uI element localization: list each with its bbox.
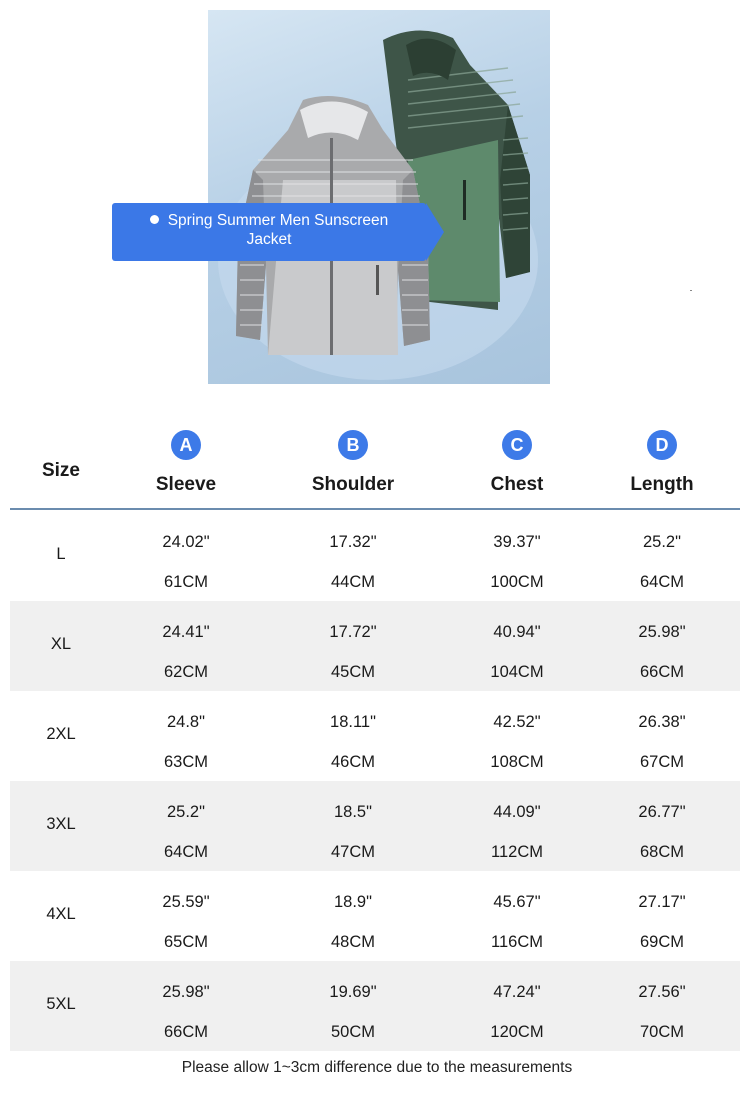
size-table-header bbox=[10, 420, 740, 510]
letter-badge-b: B bbox=[338, 430, 368, 460]
shoulder-cm: 48CM bbox=[330, 933, 375, 951]
table-row bbox=[10, 961, 740, 1051]
chest-inches: 45.67" bbox=[493, 893, 541, 911]
chest-inches: 40.94" bbox=[493, 623, 541, 641]
column-header-shoulder bbox=[278, 430, 428, 496]
sleeve-cm: 62CM bbox=[163, 663, 208, 681]
size-cell: 3XL bbox=[46, 815, 76, 833]
sleeve-cm: 65CM bbox=[163, 933, 208, 951]
header-divider bbox=[10, 508, 740, 510]
product-name: Spring Summer Men Sunscreen Jacket bbox=[167, 212, 389, 248]
shoulder-cm: 47CM bbox=[330, 843, 375, 861]
sleeve-inches: 25.2" bbox=[167, 803, 205, 821]
size-column-header: Size bbox=[41, 460, 81, 481]
size-cell: L bbox=[56, 545, 66, 563]
shoulder-cm: 46CM bbox=[330, 753, 375, 771]
letter-badge-a: A bbox=[171, 430, 201, 460]
column-label-length: Length bbox=[630, 474, 694, 495]
length-inches: 27.17" bbox=[638, 893, 686, 911]
bullet-dot-icon bbox=[150, 215, 159, 224]
chest-cm: 104CM bbox=[490, 663, 544, 681]
length-inches: 26.38" bbox=[638, 713, 686, 731]
product-name-tag bbox=[112, 203, 426, 261]
length-inches: 26.77" bbox=[638, 803, 686, 821]
chest-inches: 47.24" bbox=[493, 983, 541, 1001]
measurement-note: Please allow 1~3cm difference due to the measurements bbox=[181, 1059, 573, 1076]
chest-cm: 100CM bbox=[490, 573, 544, 591]
length-cm: 68CM bbox=[639, 843, 684, 861]
shoulder-inches: 17.32" bbox=[329, 533, 377, 551]
chest-inches: 44.09" bbox=[493, 803, 541, 821]
sleeve-inches: 25.59" bbox=[162, 893, 210, 911]
column-label-chest: Chest bbox=[490, 474, 544, 495]
shoulder-inches: 17.72" bbox=[329, 623, 377, 641]
shoulder-cm: 44CM bbox=[330, 573, 375, 591]
length-cm: 70CM bbox=[639, 1023, 684, 1041]
length-inches: 25.98" bbox=[638, 623, 686, 641]
length-cm: 64CM bbox=[639, 573, 684, 591]
table-row bbox=[10, 871, 740, 961]
size-cell: XL bbox=[50, 635, 72, 653]
table-row bbox=[10, 511, 740, 601]
shoulder-cm: 45CM bbox=[330, 663, 375, 681]
sleeve-inches: 25.98" bbox=[162, 983, 210, 1001]
shoulder-inches: 18.9" bbox=[334, 893, 372, 911]
size-cell: 2XL bbox=[46, 725, 76, 743]
column-header-chest bbox=[442, 430, 592, 496]
sleeve-cm: 66CM bbox=[163, 1023, 208, 1041]
size-cell: 4XL bbox=[46, 905, 76, 923]
shoulder-inches: 18.5" bbox=[334, 803, 372, 821]
size-table-body bbox=[10, 511, 740, 1051]
column-label-sleeve: Sleeve bbox=[155, 474, 217, 495]
chest-cm: 108CM bbox=[490, 753, 544, 771]
sleeve-cm: 61CM bbox=[163, 573, 208, 591]
product-photo bbox=[208, 10, 550, 384]
chest-cm: 120CM bbox=[490, 1023, 544, 1041]
sleeve-cm: 64CM bbox=[163, 843, 208, 861]
size-cell: 5XL bbox=[46, 995, 76, 1013]
sleeve-inches: 24.02" bbox=[162, 533, 210, 551]
chest-cm: 116CM bbox=[491, 933, 543, 951]
sleeve-inches: 24.8" bbox=[167, 713, 205, 731]
length-cm: 69CM bbox=[639, 933, 684, 951]
shoulder-inches: 18.11" bbox=[330, 713, 376, 731]
sleeve-cm: 63CM bbox=[163, 753, 208, 771]
shoulder-cm: 50CM bbox=[330, 1023, 375, 1041]
table-row bbox=[10, 601, 740, 691]
column-header-length bbox=[587, 430, 737, 496]
shoulder-inches: 19.69" bbox=[329, 983, 377, 1001]
length-inches: 25.2" bbox=[643, 533, 681, 551]
chest-cm: 112CM bbox=[491, 843, 543, 861]
decorative-dot bbox=[690, 290, 692, 291]
length-cm: 66CM bbox=[639, 663, 684, 681]
sleeve-inches: 24.41" bbox=[162, 623, 210, 641]
letter-badge-c: C bbox=[502, 430, 532, 460]
column-label-shoulder: Shoulder bbox=[311, 474, 395, 495]
chest-inches: 39.37" bbox=[493, 533, 541, 551]
table-row bbox=[10, 781, 740, 871]
jackets-illustration bbox=[208, 10, 550, 384]
length-cm: 67CM bbox=[639, 753, 684, 771]
length-inches: 27.56" bbox=[638, 983, 686, 1001]
column-header-sleeve bbox=[111, 430, 261, 496]
table-row bbox=[10, 691, 740, 781]
letter-badge-d: D bbox=[647, 430, 677, 460]
chest-inches: 42.52" bbox=[493, 713, 541, 731]
